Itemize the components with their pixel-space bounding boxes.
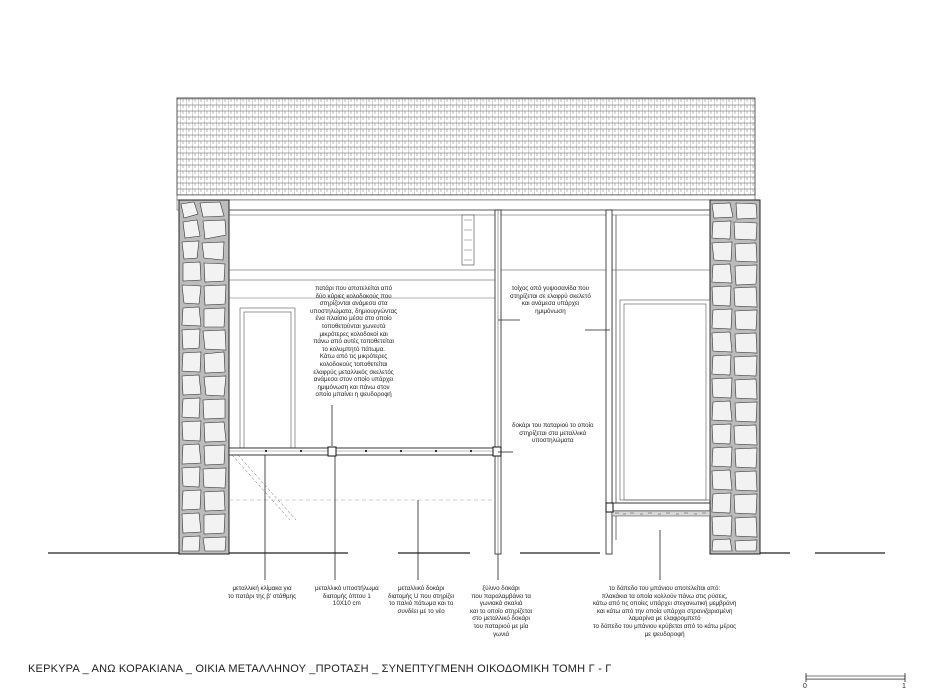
note-line: Κάτω από τις μικρότερες [319,353,388,361]
note-line: διατομής όπτου 1 [322,592,371,600]
note-line: πατάρι που αποτελείται από [315,285,393,292]
note-line: το παλιό πάτωμα και το [389,600,454,608]
note-line: ξύλινο δοκάρι [482,585,520,592]
note-line: λαμαρίνα με ελαφρομπετό [628,615,701,623]
note-line: με ψευδοροφή [644,630,685,638]
note-patari [310,285,397,399]
scale-start-label: 0 [803,683,807,690]
note-line: στηρίζονται ανάμεσα στα [319,300,388,308]
note-line: μεταλλική κλίμακα για [232,585,292,592]
note-line: γωνιά [493,630,510,638]
note-gypsum-wall [510,285,591,315]
note-line: μικρότερες κολοδοκοί και [319,330,388,338]
mezzanine-floor [229,447,501,520]
drawing-title: ΚΕΡΚΥΡΑ _ ΑΝΩ ΚΟΡΑΚΙΑΝΑ _ ΟΙΚΙΑ ΜΕΤΑΛΛΗΝΟΥ _ΠΡΟΤΑΣΗ _ ΣΥΝΕΠΤΥΓΜΕΝΗ ΟΙΚΟΔΟΜΙΚΗ ΤΟΜΗ Γ - Γ [28,663,612,675]
note-line: το δάπεδο του μπάνιου κρύβεται από το κάτω μέρος [593,622,737,630]
note-steel-column [315,585,379,608]
bathroom-floor [606,503,710,516]
note-line: και ανάμεσα υπάρχει [521,300,580,308]
scale-end-label: 1 [902,683,906,690]
note-line: υποστηλώματα, δημιουργώντας [310,307,398,315]
note-line: τοίχος από γυψοσανίδα που [511,285,590,292]
note-line: πλακάκια τα οποία κολλούν πάνω στις ρύσεις, [601,592,728,600]
note-line: το δάπεδο του μπάνιου αποτελείται από: [609,585,721,592]
note-line: ημιμόνωση [535,307,566,315]
tiled-roof [177,98,755,210]
note-line: ένα πλαίσιο μέσα στο οποίο [315,315,392,323]
note-line: και κάτω από την οποία υπάρχει στρανιζαρισμένη [596,607,733,615]
note-line: διατομής U που στηρίζει [388,592,455,600]
steel-columns [495,210,612,554]
note-line: στο μεταλλικό δοκάρι [472,615,530,623]
note-line: μεταλλικό υποστήλωμα [315,585,379,592]
ceiling-structure [229,210,710,298]
note-wooden-beam [470,585,532,638]
note-line: 10Χ10 cm [332,600,361,608]
note-line: οποίο μπαίνει η ψευδοροφή [315,391,392,399]
right-stone-wall [710,200,760,554]
note-line: ημιμόνωση και πάνω στον [317,383,390,391]
note-line: το πατάρι της β' στάθμης [228,592,297,600]
note-line: του παταριού με μία [473,622,529,630]
note-line: ανάμεσα στον οποίο υπάρχει [313,376,394,384]
scale-bar [806,673,905,682]
note-line: τοποθετούνται χωνευτά [321,322,386,330]
note-line: δύο κύριες κολοδοκούς που [315,292,392,300]
note-line: μεταλλικό δοκάρι [397,585,445,592]
note-line: και το οποίο στηρίζεται [470,607,533,615]
left-stone-wall [179,200,229,554]
note-line: κάτω από τις οποίες υπάρχει στεγανωτική μεμβράνη [593,600,737,608]
note-line: στηρίζεται στα μεταλλικά [519,429,587,437]
note-line: δοκάρι του παταριού το οποίο [512,422,594,429]
note-line: στηρίζεται σε ελαφρύ σκελετό [510,292,591,300]
note-bathroom-floor [593,585,736,638]
note-mezzanine-beam [512,422,593,445]
note-line: υποστηλώματα [531,437,574,445]
note-u-beam [388,585,454,615]
note-line: γωνιακά σκαλιά [479,600,523,608]
note-line: συνδέει με το νέο [397,607,445,615]
note-line: που παραλαμβάνει τα [471,592,531,600]
note-line: πάνω από αυτές τοποθετείται [313,338,394,346]
note-metal-stair [228,585,296,600]
note-line: ελαφρύς μεταλλικός σκελετός [313,368,394,376]
note-line: το κολυμπητό πάτωμα. [322,345,386,353]
note-line: κολοδοκούς τοποθετείται [319,360,388,368]
